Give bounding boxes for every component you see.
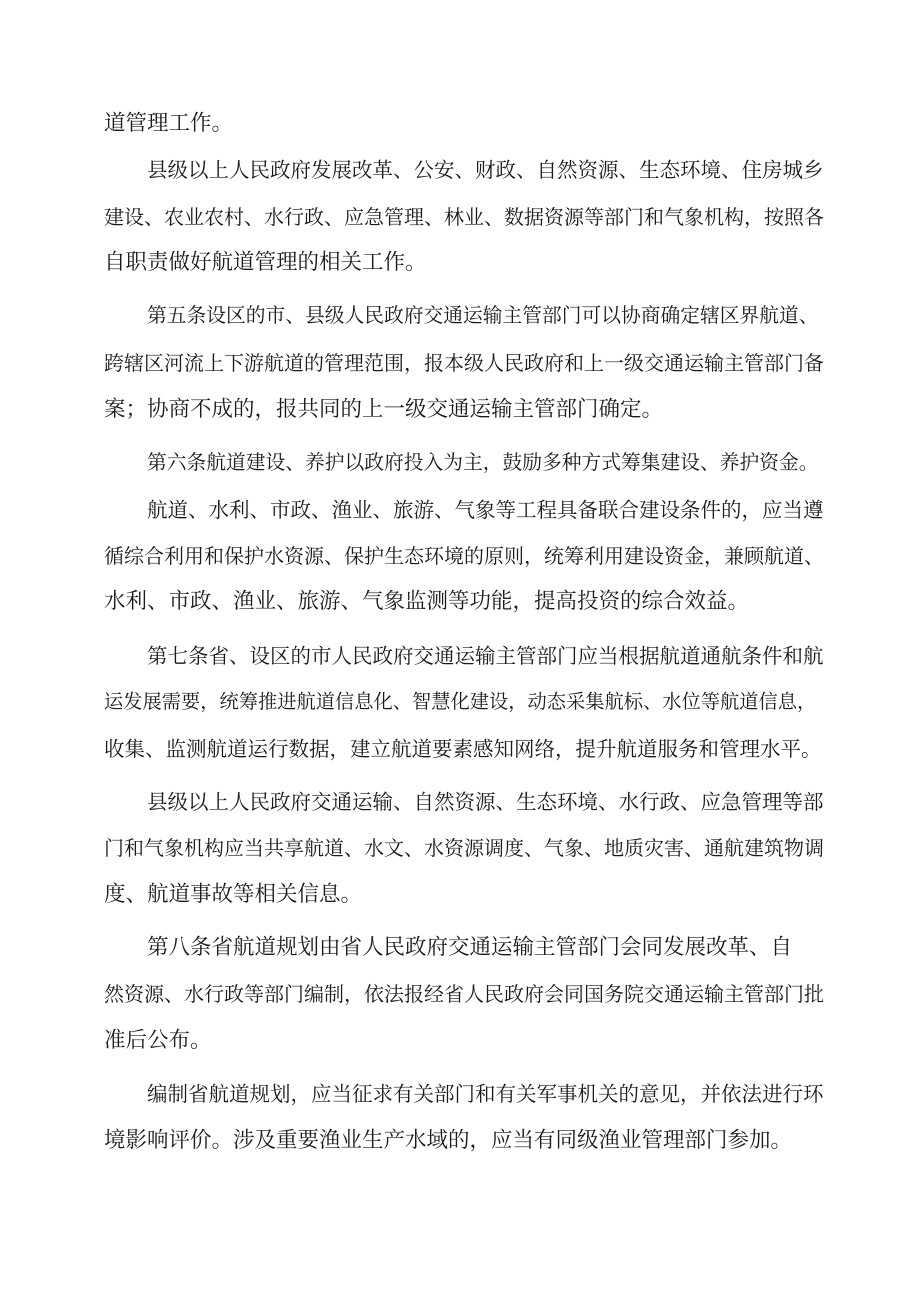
line-text: 县级以上人民政府交通运输、自然资源、生态环境、水行政、应急管理等部 bbox=[147, 790, 824, 814]
line-text: 建设、农业农村、水行政、应急管理、林业、数据资源等部门和气象机构，按照各 bbox=[104, 205, 824, 229]
line-text: 案；协商不成的，报共同的上一级交通运输主管部门确定。 bbox=[104, 397, 664, 422]
line-text: 境影响评价。涉及重要渔业生产水域的，应当有同级渔业管理部门参加。 bbox=[104, 1128, 793, 1153]
line-text: 门和气象机构应当共享航道、水文、水资源调度、气象、地质灾害、通航建筑物调 bbox=[104, 836, 824, 860]
text-line bbox=[0, 296, 920, 336]
text-line bbox=[0, 443, 920, 483]
line-text: 运发展需要，统筹推进航道信息化、智慧化建设，动态采集航标、水位等航道信息， bbox=[104, 690, 817, 713]
line-text: 收集、监测航道运行数据，建立航道要素感知网络，提升航道服务和管理水平。 bbox=[104, 737, 822, 761]
line-text: 跨辖区河流上下游航道的管理范围，报本级人民政府和上一级交通运输主管部门备 bbox=[104, 351, 824, 375]
line-text: 循综合利用和保护水资源、保护生态环境的原则，统筹利用建设资金，兼顾航道、 bbox=[104, 544, 824, 568]
line-text: 第八条省航道规划由省人民政府交通运输主管部门会同发展改革、自 bbox=[147, 935, 793, 960]
text-line bbox=[0, 828, 920, 868]
text-line bbox=[0, 536, 920, 576]
line-text: 准后公布。 bbox=[104, 1028, 212, 1053]
line-text: 第五条设区的市、县级人民政府交通运输主管部门可以协商确定辖区界航道、 bbox=[147, 304, 819, 327]
line-text: 县级以上人民政府发展改革、公安、财政、自然资源、生态环境、住房城乡 bbox=[147, 158, 824, 182]
line-text: 度、航道事故等相关信息。 bbox=[104, 882, 363, 907]
text-line bbox=[0, 636, 920, 676]
line-text: 自职责做好航道管理的相关工作。 bbox=[104, 250, 427, 275]
line-text: 道管理工作。 bbox=[104, 111, 234, 136]
line-text: 第七条省、设区的市人民政府交通运输主管部门应当根据航道通航条件和航 bbox=[147, 644, 824, 668]
line-text: 第六条航道建设、养护以政府投入为主，鼓励多种方式筹集建设、养护资金。 bbox=[147, 451, 819, 474]
line-text: 水利、市政、渔业、旅游、气象监测等功能，提高投资的综合效益。 bbox=[104, 589, 750, 614]
text-line bbox=[0, 197, 920, 237]
text-line bbox=[0, 682, 920, 722]
text-line bbox=[0, 1021, 920, 1061]
text-line bbox=[0, 582, 920, 622]
text-line bbox=[0, 782, 920, 822]
text-line bbox=[0, 104, 920, 144]
text-line bbox=[0, 928, 920, 968]
text-line bbox=[0, 490, 920, 530]
text-line bbox=[0, 1121, 920, 1161]
line-text: 编制省航道规划，应当征求有关部门和有关军事机关的意见，并依法进行环 bbox=[147, 1082, 824, 1106]
text-line bbox=[0, 875, 920, 915]
text-line bbox=[0, 974, 920, 1014]
text-line bbox=[0, 1074, 920, 1114]
text-line bbox=[0, 390, 920, 430]
line-text: 然资源、水行政等部门编制，依法报经省人民政府会同国务院交通运输主管部门批 bbox=[104, 982, 824, 1006]
text-line bbox=[0, 343, 920, 383]
text-line bbox=[0, 243, 920, 283]
line-text: 航道、水利、市政、渔业、旅游、气象等工程具备联合建设条件的，应当遵 bbox=[147, 498, 824, 522]
text-line bbox=[0, 729, 920, 769]
text-line bbox=[0, 150, 920, 190]
